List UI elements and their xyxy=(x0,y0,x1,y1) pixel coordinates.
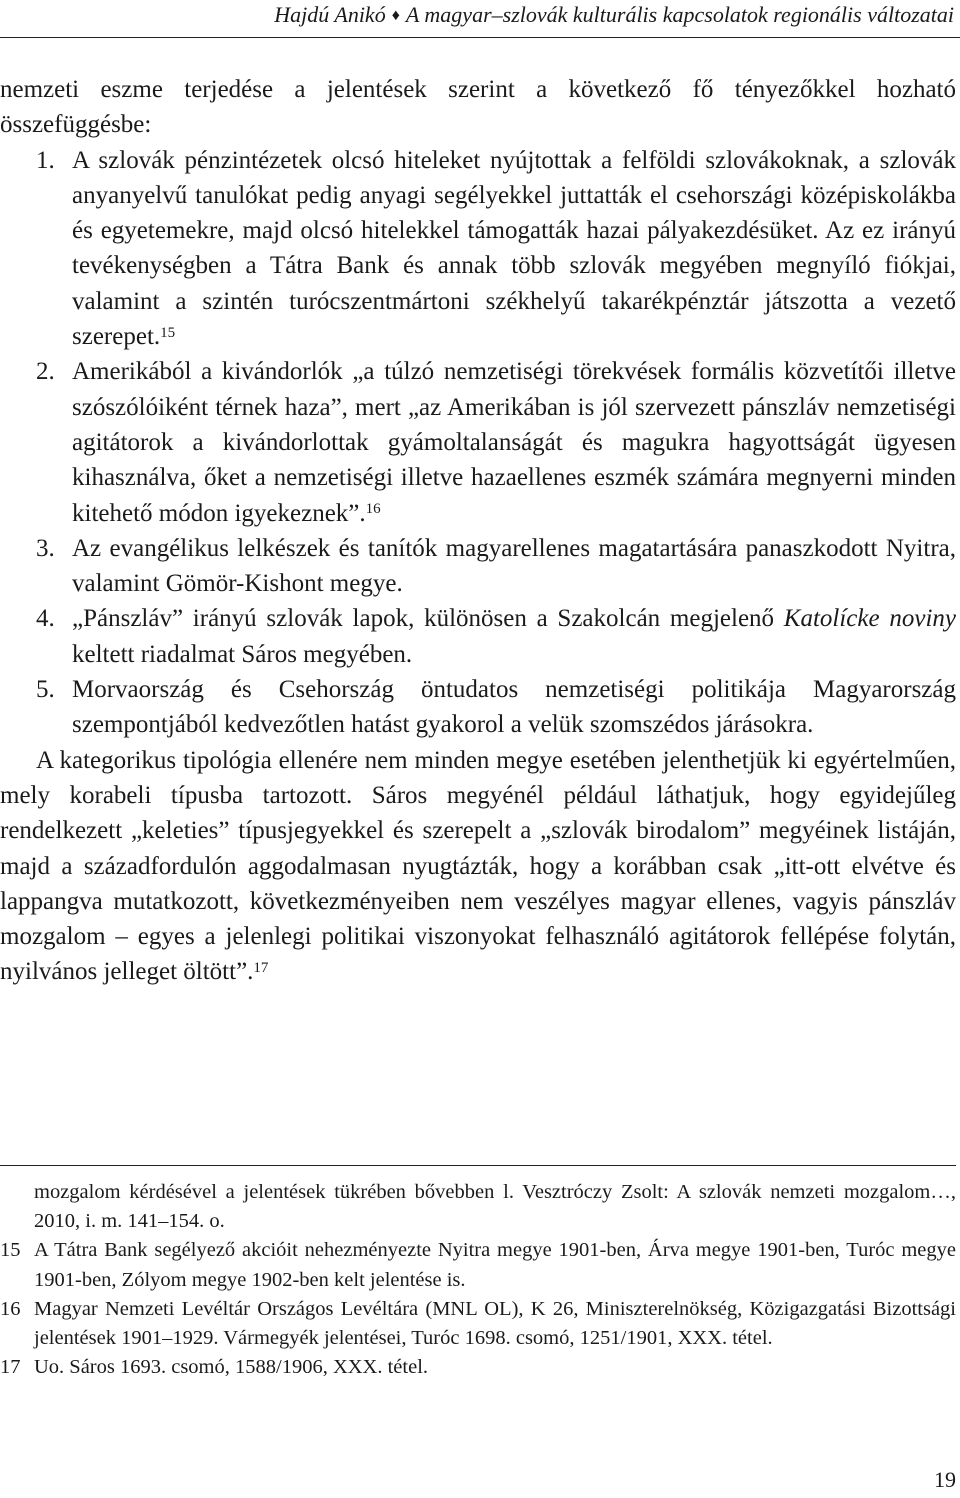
list-item-text: A szlovák pénzintézetek olcsó hiteleket nyújtottak a felföldi szlovákoknak, a szlovák anyanyelvű tanulókat pedig anyagi segélyekkel juttatták el csehországi középiskolákba és egyetemekre, majd olcsó hitelekkel támogatták hazai pályakezdésüket. Az ez irányú tevékenységben a Tátra Bank és annak több szlovák megyében megnyíló fiókjai, valamint a szintén turócszentmártoni székhelyű takarékpénztár játszotta a vezető szerepet. xyxy=(72,146,956,351)
main-text xyxy=(0,72,956,990)
header-author: Hajdú Anikó xyxy=(274,2,386,27)
footnote-text: A Tátra Bank segélyező akcióit nehezményezte Nyitra megye 1901-ben, Árva megye 1901-ben, Turóc megye 1901-ben, Zólyom megye 1902-ben kelt jelentése is. xyxy=(34,1239,956,1291)
footnote-number: 16 xyxy=(0,1297,21,1320)
list-item-3 xyxy=(0,531,956,602)
footnote-16 xyxy=(0,1295,956,1353)
footnote-text: Magyar Nemzeti Levéltár Országos Levéltára (MNL OL), K 26, Miniszterelnökség, Közigazgatási Bizottsági jelentések 1901–1929. Vármegyék jelentései, Turóc 1698. csomó, 1251/1901, XXX. tétel. xyxy=(34,1297,956,1350)
footnote-17 xyxy=(0,1353,956,1382)
newspaper-title: Katolícke noviny xyxy=(783,605,956,633)
footnotes xyxy=(0,1178,956,1382)
closing-paragraph xyxy=(0,743,956,990)
list-item-2 xyxy=(0,354,956,530)
footnote-ref-15[interactable]: 15 xyxy=(160,324,176,341)
footnote-continued xyxy=(0,1178,956,1236)
footnote-number: 17 xyxy=(0,1356,21,1379)
list-item-number: 5. xyxy=(36,676,55,704)
header-title: A magyar–szlovák kulturális kapcsolatok regionális változatai xyxy=(405,2,954,27)
footnote-text: Uo. Sáros 1693. csomó, 1588/1906, XXX. tétel. xyxy=(34,1356,429,1379)
footnote-ref-17[interactable]: 17 xyxy=(253,959,269,976)
list-item-number: 1. xyxy=(36,146,55,174)
footnote-number: 15 xyxy=(0,1239,21,1262)
list-item-text: Az evangélikus lelkészek és tanítók magyarellenes magatartására panaszkodott Nyitra, valamint Gömör-Kishont megye. xyxy=(72,534,956,598)
list-item-number: 2. xyxy=(36,358,55,386)
list-item-1 xyxy=(0,143,956,355)
page-number: 19 xyxy=(934,1467,956,1492)
footnote-rule xyxy=(0,1165,956,1166)
diamond-separator-icon: ♦ xyxy=(391,7,400,24)
list-item-text: „Pánszláv” irányú szlovák lapok, különösen a Szakolcán megjelenő xyxy=(72,605,784,633)
list-item-text-end: keltett riadalmat Sáros megyében. xyxy=(72,640,413,668)
list-item-number: 3. xyxy=(36,534,55,562)
list-item-text: Amerikából a kivándorlók „a túlzó nemzetiségi törekvések formális közvetítői illetve szószólóiként térnek haza”, mert „az Amerikában is jól szervezett pánszláv nemzetiségi agitátorok a kivándorlottak gyámoltalanságát és magukra hagyottságát ügyesen kihasználva, őket a nemzetiségi illetve hazaellenes eszmék számára megnyerni minden kitehető módon igyekeznek”. xyxy=(72,358,956,527)
intro-paragraph: nemzeti eszme terjedése a jelentések szerint a következő fő tényezőkkel hozható összefüggésbe: xyxy=(0,76,956,139)
running-header xyxy=(0,0,960,36)
list-item-text: Morvaország és Csehország öntudatos nemzetiségi politikája Magyarország szempontjából kedvezőtlen hatást gyakorol a velük szomszédos járásokra. xyxy=(72,676,956,739)
list-item-number: 4. xyxy=(36,605,55,633)
footnote-text: mozgalom kérdésével a jelentések tükrében bővebben l. Vesztróczy Zsolt: A szlovák nemzeti mozgalom…, 2010, i. m. 141–154. o. xyxy=(34,1181,956,1233)
list-item-4 xyxy=(0,601,956,672)
list-item-5 xyxy=(0,672,956,743)
footnote-15 xyxy=(0,1236,956,1294)
footnote-ref-16[interactable]: 16 xyxy=(365,501,381,518)
closing-text: A kategorikus tipológia ellenére nem minden megye esetében jelenthetjük ki egyértelműen, mely korabeli típusba tartozott. Sáros megyénél például láthatjuk, hogy egyidejűleg rendelkezett „keleties” típusjegyekkel és szerepelt a „szlovák birodalom” megyéinek listáján, majd a századfordulón aggodalmasan nyugtázták, hogy a korábban csak „itt-ott elvétve és lappangva mutatkozott, következményeiben nem veszélyes magyar ellenes, vagyis pánszláv mozgalom – egyes a jelenlegi politikai viszonyokat felhasználó agitátorok fellépése folytán, nyilvános jelleget öltött”. xyxy=(0,746,956,986)
header-rule xyxy=(0,37,960,38)
